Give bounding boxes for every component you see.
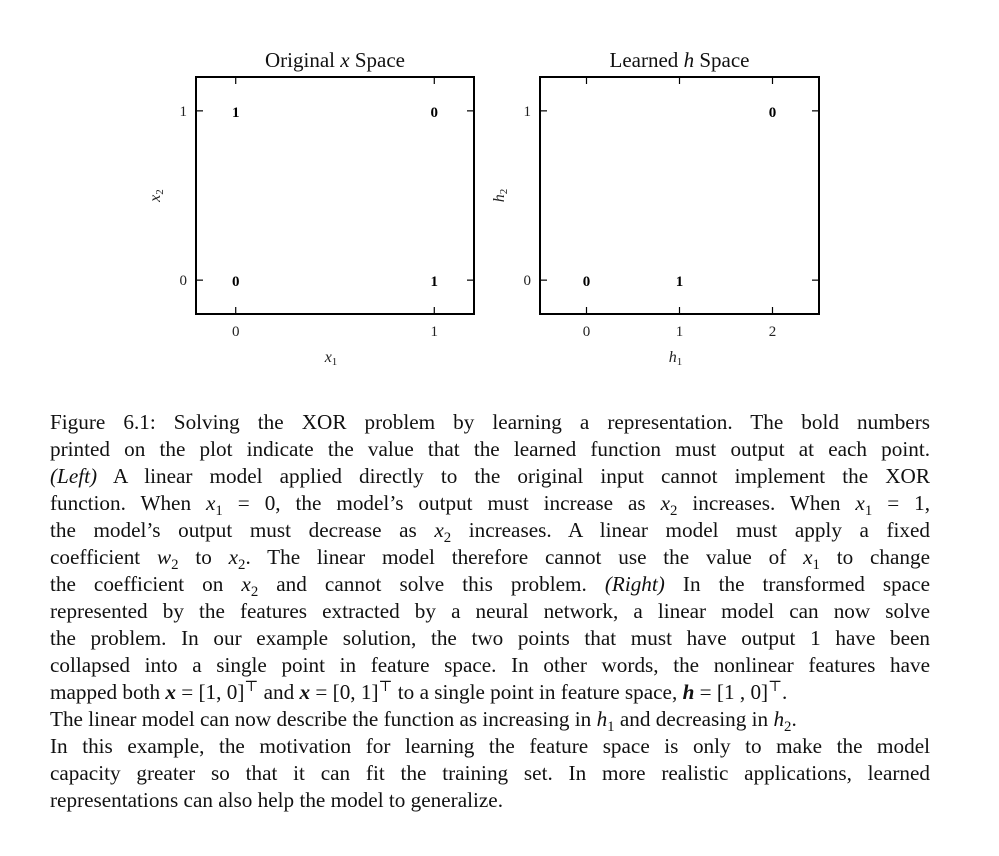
caption-line bbox=[50, 733, 930, 760]
y-tick-label: 0 bbox=[523, 273, 531, 290]
caption-text: increases. When bbox=[677, 491, 856, 515]
math-vector: x bbox=[299, 680, 311, 704]
caption-text: function. When bbox=[50, 491, 207, 515]
caption-line bbox=[50, 544, 930, 574]
caption-text: the model’s output must decrease as bbox=[50, 518, 435, 542]
plot-title: Original x Space bbox=[265, 48, 405, 72]
caption-text: = 1, bbox=[872, 491, 930, 515]
data-point-label: 0 bbox=[231, 274, 240, 291]
y-tick-label: 0 bbox=[179, 273, 187, 290]
caption-text: coefficient bbox=[50, 545, 157, 569]
math-vector: x bbox=[165, 680, 176, 704]
data-point-label: 0 bbox=[430, 104, 439, 121]
caption-text: . The linear model therefore cannot use the value of bbox=[245, 545, 804, 569]
caption-text: and decreasing in bbox=[614, 707, 774, 731]
caption-text: printed on the plot indicate the value that the learned function must output at each point. bbox=[50, 437, 930, 461]
caption-text: collapsed into a single point in feature space. In other words, the nonlinear features have bbox=[50, 653, 930, 677]
caption-line bbox=[50, 571, 930, 601]
y-tick-label: 1 bbox=[523, 103, 531, 120]
caption-text: and cannot solve this problem. bbox=[258, 572, 605, 596]
figure-6-1 bbox=[0, 0, 999, 380]
data-point-label: 0 bbox=[768, 104, 777, 121]
math-variable: $x_1$ bbox=[803, 545, 820, 574]
caption-text: . bbox=[791, 707, 797, 731]
plot-title: Learned h Space bbox=[609, 48, 750, 72]
caption-line bbox=[50, 760, 930, 787]
y-tick-label: 1 bbox=[179, 103, 187, 120]
x-tick-label: 1 bbox=[675, 324, 684, 340]
x-tick-label: 0 bbox=[231, 324, 240, 340]
caption-text: and bbox=[258, 680, 300, 704]
math-variable: $x_2$ bbox=[434, 518, 452, 547]
caption-text: increases. A linear model must apply a fixed bbox=[451, 518, 930, 542]
math-variable: $x_2$ bbox=[241, 572, 259, 601]
caption-text: = [1, 0] bbox=[175, 680, 245, 704]
x-tick-label: 2 bbox=[768, 324, 777, 340]
math-variable: $x_2$ bbox=[228, 545, 246, 574]
caption-text: to change bbox=[819, 545, 930, 569]
caption-text: representations can also help the model to generalize. bbox=[50, 788, 503, 812]
caption-text: A linear model applied directly to the original input cannot implement the XOR bbox=[97, 464, 930, 488]
math-vector: h bbox=[682, 680, 695, 704]
caption-text: to bbox=[178, 545, 229, 569]
math-variable: $h_2$ bbox=[773, 707, 792, 736]
caption-line bbox=[50, 490, 930, 520]
caption-text: Figure 6.1: Solving the XOR problem by learning a representation. The bold numbers bbox=[50, 410, 930, 434]
data-point-label: 1 bbox=[430, 274, 439, 291]
caption-text: the problem. In our example solution, the two points that must have output 1 have been bbox=[50, 626, 930, 650]
caption-line bbox=[50, 787, 930, 814]
caption-text: to a single point in feature space, bbox=[392, 680, 683, 704]
figure-caption bbox=[50, 409, 930, 814]
plot-learned-h-space bbox=[491, 48, 819, 368]
math-variable: $w_2$ bbox=[157, 545, 179, 574]
caption-line bbox=[50, 706, 930, 736]
transpose-symbol: ⊤ bbox=[768, 678, 783, 695]
data-point-label: 1 bbox=[231, 104, 240, 121]
data-point-label: 1 bbox=[675, 274, 684, 291]
caption-line bbox=[50, 679, 930, 706]
math-variable: $x_1$ bbox=[855, 491, 873, 520]
data-point-label: 0 bbox=[582, 274, 591, 291]
caption-text: = 0, the model’s output must increase as bbox=[222, 491, 661, 515]
caption-text: In this example, the motivation for learning the feature space is only to make the model bbox=[50, 734, 930, 758]
caption-line bbox=[50, 652, 930, 679]
caption-emphasis: (Left) bbox=[50, 464, 98, 488]
x-axis-label: x1 bbox=[324, 349, 338, 368]
caption-text: = [1 , 0] bbox=[694, 680, 769, 704]
caption-emphasis: (Right) bbox=[604, 572, 665, 596]
math-variable: $x_1$ bbox=[206, 491, 223, 520]
caption-line bbox=[50, 598, 930, 625]
x-tick-label: 0 bbox=[582, 324, 591, 340]
transpose-symbol: ⊤ bbox=[378, 678, 393, 695]
x-axis-label: h1 bbox=[668, 349, 683, 368]
caption-text: . bbox=[782, 680, 788, 704]
y-axis-label: x2 bbox=[147, 189, 166, 202]
caption-text: = [0, 1] bbox=[310, 680, 379, 704]
caption-line bbox=[50, 625, 930, 652]
caption-text: The linear model can now describe the function as increasing in bbox=[50, 707, 597, 731]
math-variable: $h_1$ bbox=[596, 707, 615, 736]
caption-line bbox=[50, 463, 930, 490]
plot-original-x-space bbox=[147, 48, 474, 368]
caption-line bbox=[50, 517, 930, 547]
caption-text: In the transformed space bbox=[664, 572, 930, 596]
caption-text: mapped both bbox=[50, 680, 166, 704]
y-axis-label: h2 bbox=[491, 188, 510, 203]
transpose-symbol: ⊤ bbox=[244, 678, 259, 695]
caption-text: capacity greater so that it can fit the training set. In more realistic applications, learned bbox=[50, 761, 930, 785]
math-variable: $x_2$ bbox=[660, 491, 678, 520]
caption-text: the coefficient on bbox=[50, 572, 242, 596]
caption-text: represented by the features extracted by a neural network, a linear model can now solve bbox=[50, 599, 930, 623]
x-tick-label: 1 bbox=[430, 324, 439, 340]
caption-line bbox=[50, 409, 930, 436]
caption-line bbox=[50, 436, 930, 463]
